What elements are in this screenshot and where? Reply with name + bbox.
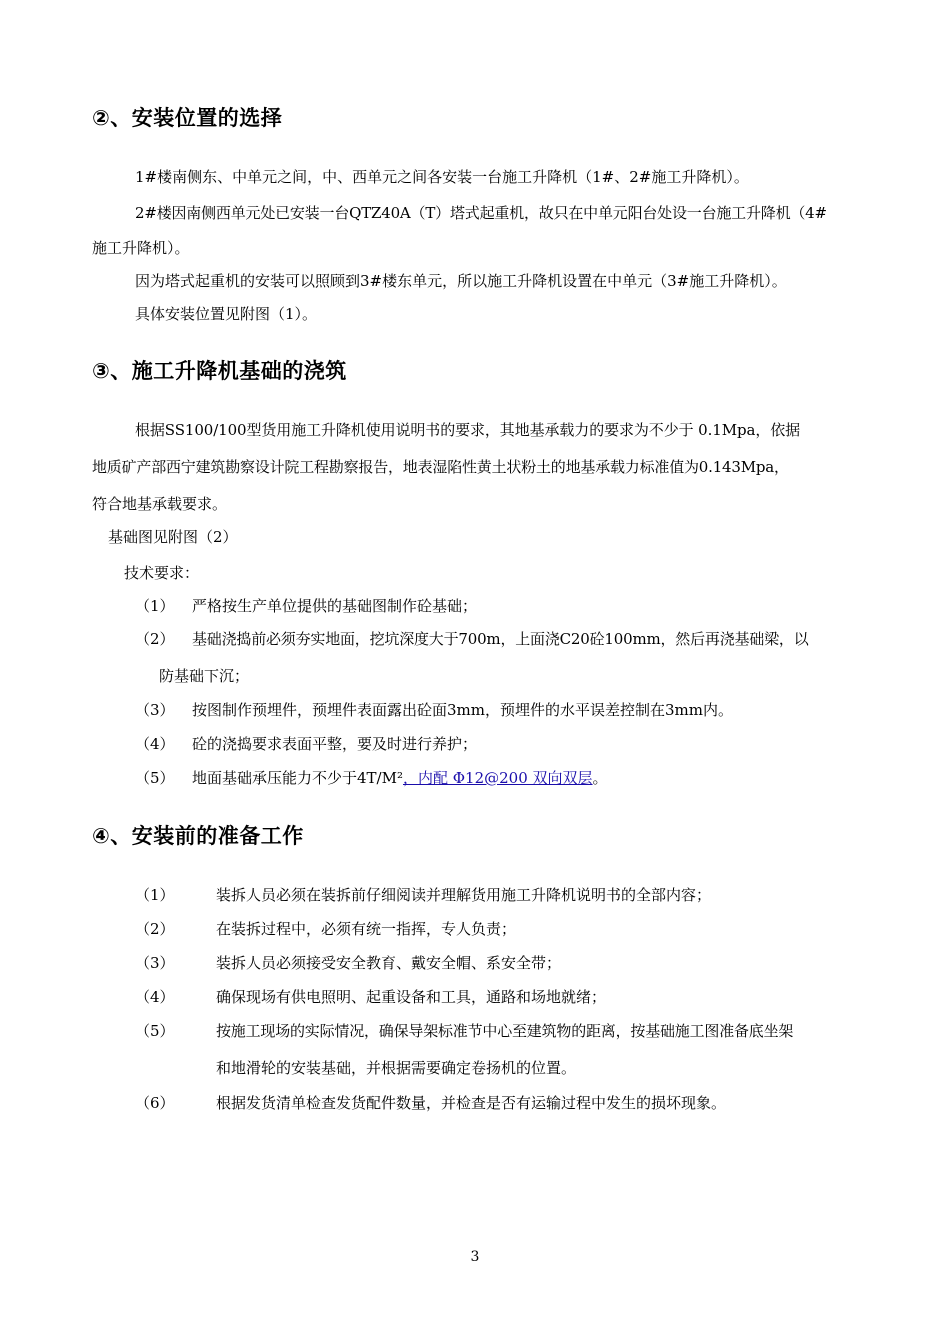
section3-item-3-num: （3） (135, 701, 175, 719)
section2-line-2: 2#楼因南侧西单元处已安装一台QTZ40A（T）塔式起重机，故只在中单元阳台处设一台施工升降机（4# (135, 204, 827, 222)
section3-item-2-text: 基础浇捣前必须夯实地面，挖坑深度大于700m，上面浇C20砼100mm，然后再浇基础梁，以 (192, 630, 809, 648)
section3-item-5-text: 地面基础承压能力不少于4T/M² (192, 769, 403, 787)
section3-item-5-line (192, 768, 608, 788)
section4-item-3-text: 装拆人员必须接受安全教育、戴安全帽、系安全带； (216, 954, 562, 972)
section3-item-1-num: （1） (135, 597, 175, 615)
section4-item-4-num: （4） (135, 988, 175, 1006)
section4-item-5-text: 按施工现场的实际情况，确保导架标准节中心至建筑物的距离，按基础施工图准备底坐架 (216, 1022, 794, 1040)
section4-item-1-num: （1） (135, 886, 175, 904)
section2-line-1: 1#楼南侧东、中单元之间，中、西单元之间各安装一台施工升降机（1#、2#施工升降机）。 (135, 168, 749, 186)
section3-heading: ③、施工升降机基础的浇筑 (92, 359, 347, 383)
section3-line-4: 基础图见附图（2） (108, 528, 238, 546)
reinforcement-link[interactable]: ，内配 Φ12@200 双向双层 (402, 769, 593, 787)
section3-item-5-num: （5） (135, 769, 175, 787)
page-number: 3 (470, 1249, 480, 1265)
section4-item-5-num: （5） (135, 1022, 175, 1040)
section3-item-4-text: 砼的浇捣要求表面平整，要及时进行养护； (192, 735, 478, 753)
section3-line-1: 根据SS100/100型货用施工升降机使用说明书的要求，其地基承载力的要求为不少于 0.1Mpa，依据 (135, 421, 801, 439)
section4-item-4-text: 确保现场有供电照明、起重设备和工具，通路和场地就绪； (216, 988, 607, 1006)
section4-item-6-num: （6） (135, 1094, 175, 1112)
section3-item-2-cont: 防基础下沉； (159, 667, 250, 685)
section3-line-3: 符合地基承载要求。 (92, 495, 228, 513)
section3-item-3-text: 按图制作预埋件，预埋件表面露出砼面3mm，预埋件的水平误差控制在3mm内。 (192, 701, 733, 719)
section4-item-1-text: 装拆人员必须在装拆前仔细阅读并理解货用施工升降机说明书的全部内容； (216, 886, 712, 904)
section3-item-5-tail: 。 (592, 769, 608, 787)
section3-item-1-text: 严格按生产单位提供的基础图制作砼基础； (192, 597, 478, 615)
section4-item-2-num: （2） (135, 920, 175, 938)
section2-line-5: 具体安装位置见附图（1）。 (135, 305, 318, 323)
section3-item-4-num: （4） (135, 735, 175, 753)
section4-item-3-num: （3） (135, 954, 175, 972)
section4-heading: ④、安装前的准备工作 (92, 824, 304, 848)
section2-line-4: 因为塔式起重机的安装可以照顾到3#楼东单元，所以施工升降机设置在中单元（3#施工升降机）。 (135, 272, 787, 290)
section4-item-5-cont: 和地滑轮的安装基础，并根据需要确定卷扬机的位置。 (216, 1059, 577, 1077)
section4-item-6-text: 根据发货清单检查发货配件数量，并检查是否有运输过程中发生的损坏现象。 (216, 1094, 727, 1112)
section3-item-2-num: （2） (135, 630, 175, 648)
section3-line-2: 地质矿产部西宁建筑勘察设计院工程勘察报告，地表湿陷性黄土状粉土的地基承载力标准值为0.143Mpa， (92, 458, 789, 476)
section2-heading: ②、安装位置的选择 (92, 106, 283, 130)
section3-line-5: 技术要求： (124, 564, 200, 582)
section2-line-3: 施工升降机）。 (92, 239, 190, 257)
section4-item-2-text: 在装拆过程中，必须有统一指挥，专人负责； (216, 920, 517, 938)
